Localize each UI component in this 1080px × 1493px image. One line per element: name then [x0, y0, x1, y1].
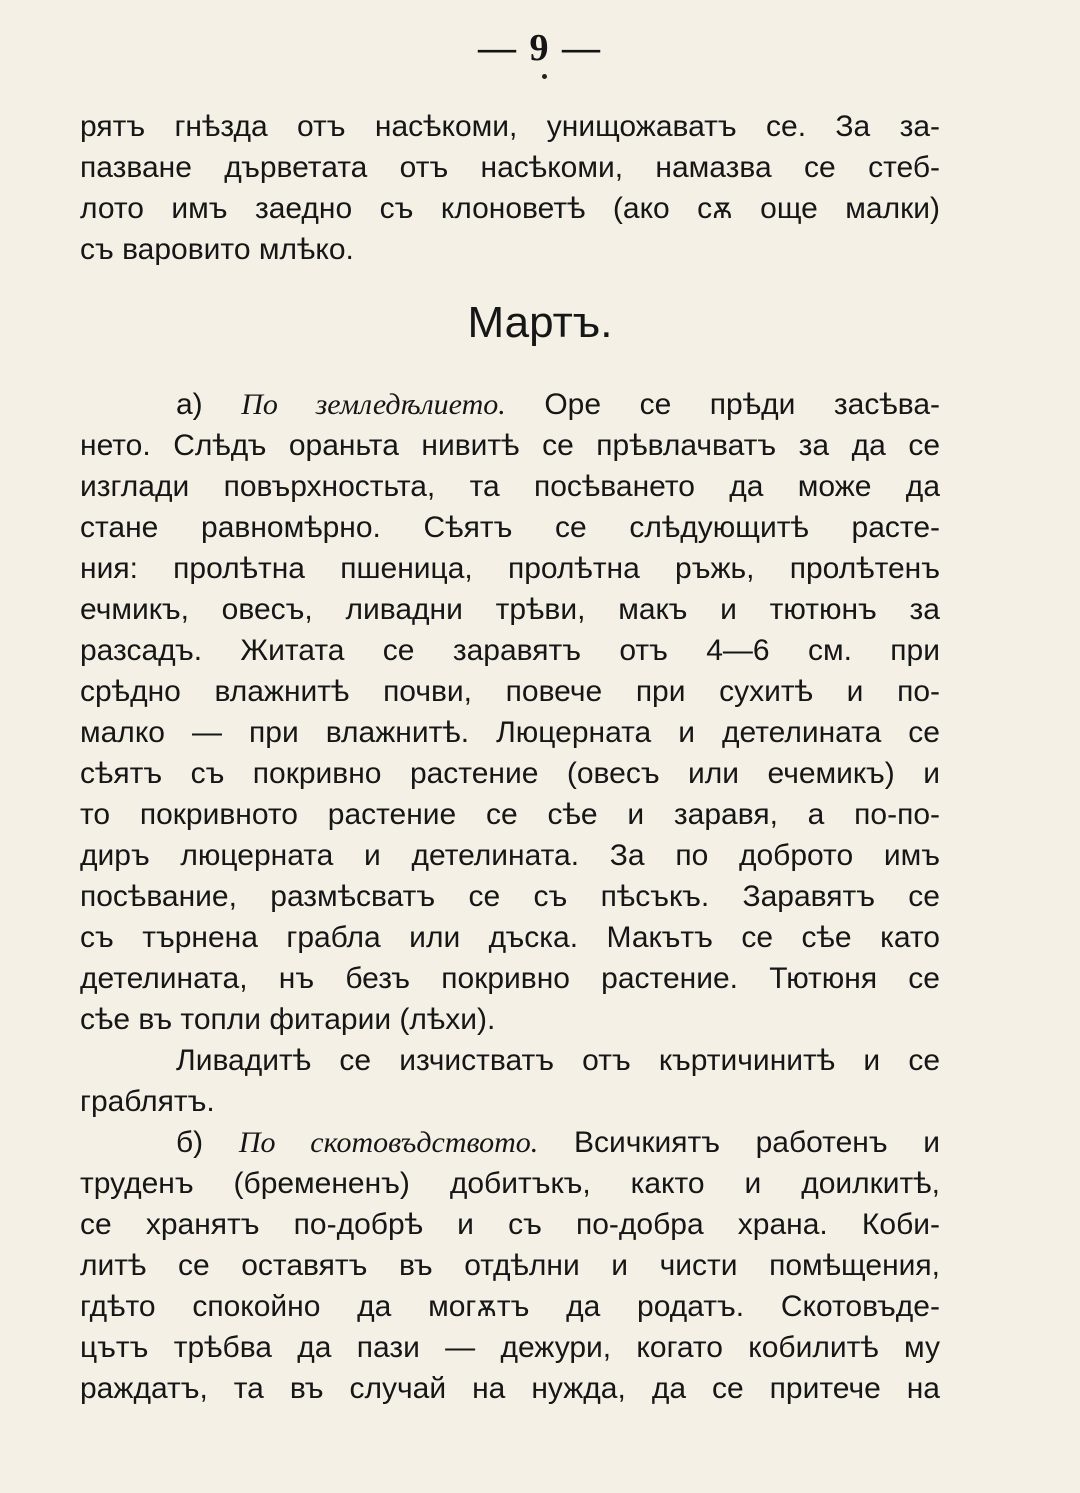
section-a-first-line [80, 384, 940, 425]
text-line: то покривното растение се сѣе и заравя, а по-по- [80, 798, 940, 831]
section-a-first-line-rest: Оре се прѣди засѣва- [544, 388, 940, 421]
section-b-first-line [80, 1122, 940, 1163]
text-line: цътъ трѣбва да пази — дежури, когато кобилитѣ му [80, 1331, 940, 1364]
text-line: лото имъ заедно съ клоноветѣ (ако сѫ още малки) [80, 192, 940, 225]
section-b-paragraph [80, 1122, 940, 1409]
text-line: раждатъ, та въ случай на нужда, да се притече на [80, 1372, 940, 1405]
text-line: детелината, нъ безъ покривно растение. Тютюня се [80, 962, 940, 995]
text-line: нето. Слѣдъ ораньта нивитѣ се прѣвлачватъ за да се [80, 429, 940, 462]
text-line: ния: пролѣтна пшеница, пролѣтна ръжь, пролѣтенъ [80, 552, 940, 585]
section-b-title: По скотовъдството. [238, 1126, 539, 1159]
section-b-first-line-rest: Всичкиятъ работенъ и [573, 1126, 940, 1159]
text-line: ечмикъ, овесъ, ливадни трѣви, макъ и тютюнъ за [80, 593, 940, 626]
text-line: Ливадитѣ се изчистватъ отъ къртичинитѣ и се [176, 1044, 940, 1077]
section-a-paragraph [80, 384, 940, 1040]
text-line: гдѣто спокойно да могѫтъ да родатъ. Скотовъде- [80, 1290, 940, 1323]
text-line: труденъ (бремененъ) добитъкъ, както и доилкитѣ, [80, 1167, 940, 1200]
text-line: съ варовито млѣко. [80, 233, 354, 266]
text-line: литѣ се оставятъ въ отдѣлни и чисти помѣщения, [80, 1249, 940, 1282]
section-a-title: По земледѣлието. [241, 388, 506, 421]
text-line: изглади повърхностьта, та посѣването да може да [80, 470, 940, 503]
text-line: сѣятъ съ покривно растение (овесъ или ечемикъ) и [80, 757, 940, 790]
text-line: стане равномѣрно. Сѣятъ се слѣдующитѣ расте- [80, 511, 940, 544]
meadow-paragraph [80, 1040, 940, 1122]
text-line: разсадъ. Житата се заравятъ отъ 4—6 см. при [80, 634, 940, 667]
ink-speck [542, 74, 547, 79]
text-line: срѣдно влажнитѣ почви, повече при сухитѣ и по- [80, 675, 940, 708]
text-line: съ търнена грабла или дъска. Макътъ се сѣе като [80, 921, 940, 954]
text-line: граблятъ. [80, 1085, 215, 1118]
text-line: се хранятъ по-добрѣ и съ по-добра храна. Коби- [80, 1208, 940, 1241]
text-line: посѣвание, размѣсватъ се съ пѣсъкъ. Заравятъ се [80, 880, 940, 913]
text-line: пазване дърветата отъ насѣкоми, намазва се стеб- [80, 151, 940, 184]
top-paragraph [80, 106, 940, 270]
section-a-marker: а) [176, 388, 203, 421]
text-line: рятъ гнѣзда отъ насѣкоми, унищожаватъ се. За за- [80, 110, 940, 143]
section-heading: Мартъ. [467, 298, 613, 347]
text-line: диръ люцерната и детелината. За по доброто имъ [80, 839, 940, 872]
page-number: — 9 — [478, 27, 602, 69]
text-line: малко — при влажнитѣ. Люцерната и детелината се [80, 716, 940, 749]
text-line: сѣе въ топли фитарии (лѣхи). [80, 1003, 496, 1036]
section-b-marker: б) [176, 1126, 204, 1159]
